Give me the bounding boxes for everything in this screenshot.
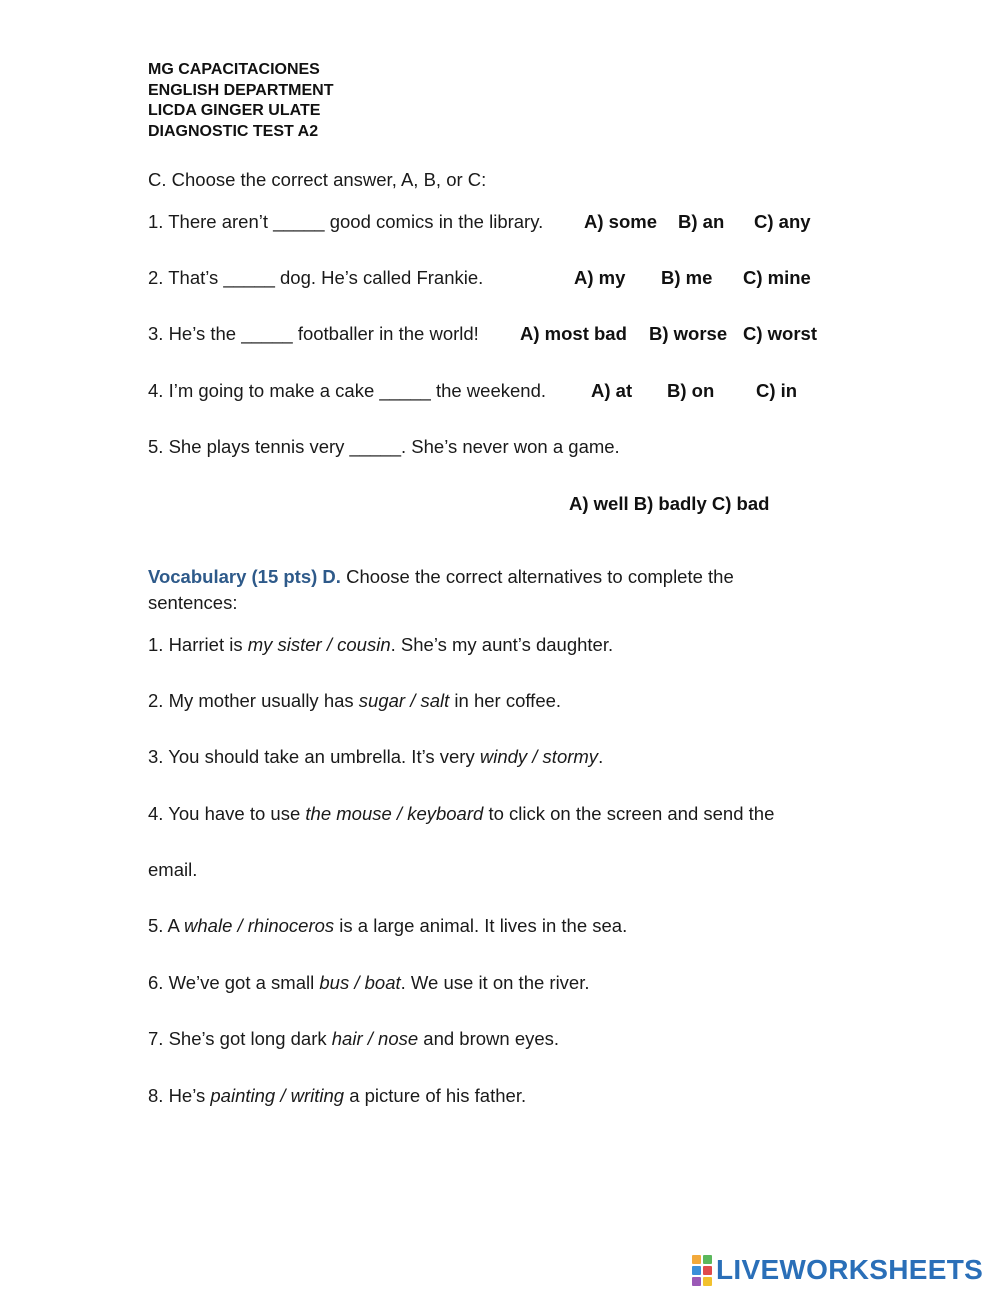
header-test-title: DIAGNOSTIC TEST A2 (148, 122, 319, 140)
header-department: ENGLISH DEPARTMENT (148, 81, 334, 99)
question-3-option-b[interactable]: B) worse (649, 323, 728, 344)
question-2-text: 2. That’s _____ dog. He’s called Frankie. (148, 267, 484, 288)
header-org: MG CAPACITACIONES (148, 61, 320, 78)
vocab-item-7-post: and brown eyes. (418, 1028, 560, 1049)
question-5-options[interactable]: A) well B) badly C) bad (569, 493, 770, 514)
vocab-item-7-pre: 7. She’s got long dark (148, 1028, 332, 1049)
question-3-option-c[interactable]: C) worst (743, 323, 817, 344)
vocab-item-6-alternatives[interactable]: bus / boat (319, 972, 401, 993)
vocab-item-4-post: to click on the screen and send the (483, 803, 775, 824)
section-d-instruction: Choose the correct alternatives to complete the (340, 566, 734, 587)
vocab-item-1-alternatives[interactable]: my sister / cousin (247, 634, 391, 655)
vocab-item-4-alternatives[interactable]: the mouse / keyboard (305, 803, 484, 824)
liveworksheets-logo[interactable] (692, 1254, 983, 1286)
question-2-option-a[interactable]: A) my (574, 267, 626, 288)
question-4-option-b[interactable]: B) on (667, 380, 715, 401)
vocab-item-7-alternatives[interactable]: hair / nose (331, 1028, 419, 1049)
vocab-item-6-post: . We use it on the river. (400, 972, 590, 993)
vocab-item-5-post: is a large animal. It lives in the sea. (334, 915, 628, 936)
question-1-text: 1. There aren’t _____ good comics in the library. (148, 211, 544, 232)
question-1-option-b[interactable]: B) an (678, 211, 725, 232)
vocab-item-1 (148, 634, 613, 656)
vocab-item-4 (148, 803, 774, 825)
vocab-item-8-pre: 8. He’s (148, 1085, 211, 1106)
vocab-item-8-post: a picture of his father. (344, 1085, 527, 1106)
question-4-option-c[interactable]: C) in (756, 380, 798, 401)
vocab-item-2-post: in her coffee. (449, 690, 562, 711)
question-4-text: 4. I’m going to make a cake _____ the weekend. (148, 380, 547, 401)
vocab-item-3-alternatives[interactable]: windy / stormy (479, 746, 599, 767)
section-c-instruction: C. Choose the correct answer, A, B, or C: (148, 169, 487, 190)
vocab-item-4-continuation: email. (148, 859, 198, 880)
section-d-heading (148, 566, 734, 588)
vocab-item-2 (148, 690, 561, 712)
vocab-item-5-pre: 5. A (148, 915, 185, 936)
section-d-instruction-cont: sentences: (148, 592, 238, 613)
header-teacher: LICDA GINGER ULATE (148, 102, 321, 119)
vocab-item-1-pre: 1. Harriet is (148, 634, 248, 655)
logo-text: LIVEWORKSHEETS (716, 1254, 984, 1285)
question-5-text: 5. She plays tennis very _____. She’s never won a game. (148, 436, 620, 457)
vocab-item-8 (148, 1085, 526, 1107)
question-2-option-b[interactable]: B) me (661, 267, 713, 288)
vocab-item-2-alternatives[interactable]: sugar / salt (358, 690, 450, 711)
logo-mark-icon (692, 1255, 712, 1286)
document-header (148, 60, 333, 142)
vocab-item-5-alternatives[interactable]: whale / rhinoceros (184, 915, 335, 936)
vocab-item-3-post: . (598, 746, 604, 767)
section-d-title: Vocabulary (15 pts) D. (148, 566, 341, 587)
vocab-item-2-pre: 2. My mother usually has (148, 690, 359, 711)
vocab-item-3-pre: 3. You should take an umbrella. It’s very (148, 746, 480, 767)
question-3-text: 3. He’s the _____ footballer in the world! (148, 323, 479, 344)
vocab-item-6 (148, 972, 590, 994)
vocab-item-1-post: . She’s my aunt’s daughter. (390, 634, 614, 655)
question-3-option-a[interactable]: A) most bad (520, 323, 627, 344)
vocab-item-4-pre: 4. You have to use (148, 803, 306, 824)
question-4-option-a[interactable]: A) at (591, 380, 633, 401)
vocab-item-6-pre: 6. We’ve got a small (148, 972, 320, 993)
vocab-item-5 (148, 915, 627, 937)
vocab-item-3 (148, 746, 603, 768)
vocab-item-7 (148, 1028, 559, 1050)
vocab-item-8-alternatives[interactable]: painting / writing (210, 1085, 345, 1106)
question-2-option-c[interactable]: C) mine (743, 267, 811, 288)
question-1-option-c[interactable]: C) any (754, 211, 811, 232)
question-1-option-a[interactable]: A) some (584, 211, 657, 232)
